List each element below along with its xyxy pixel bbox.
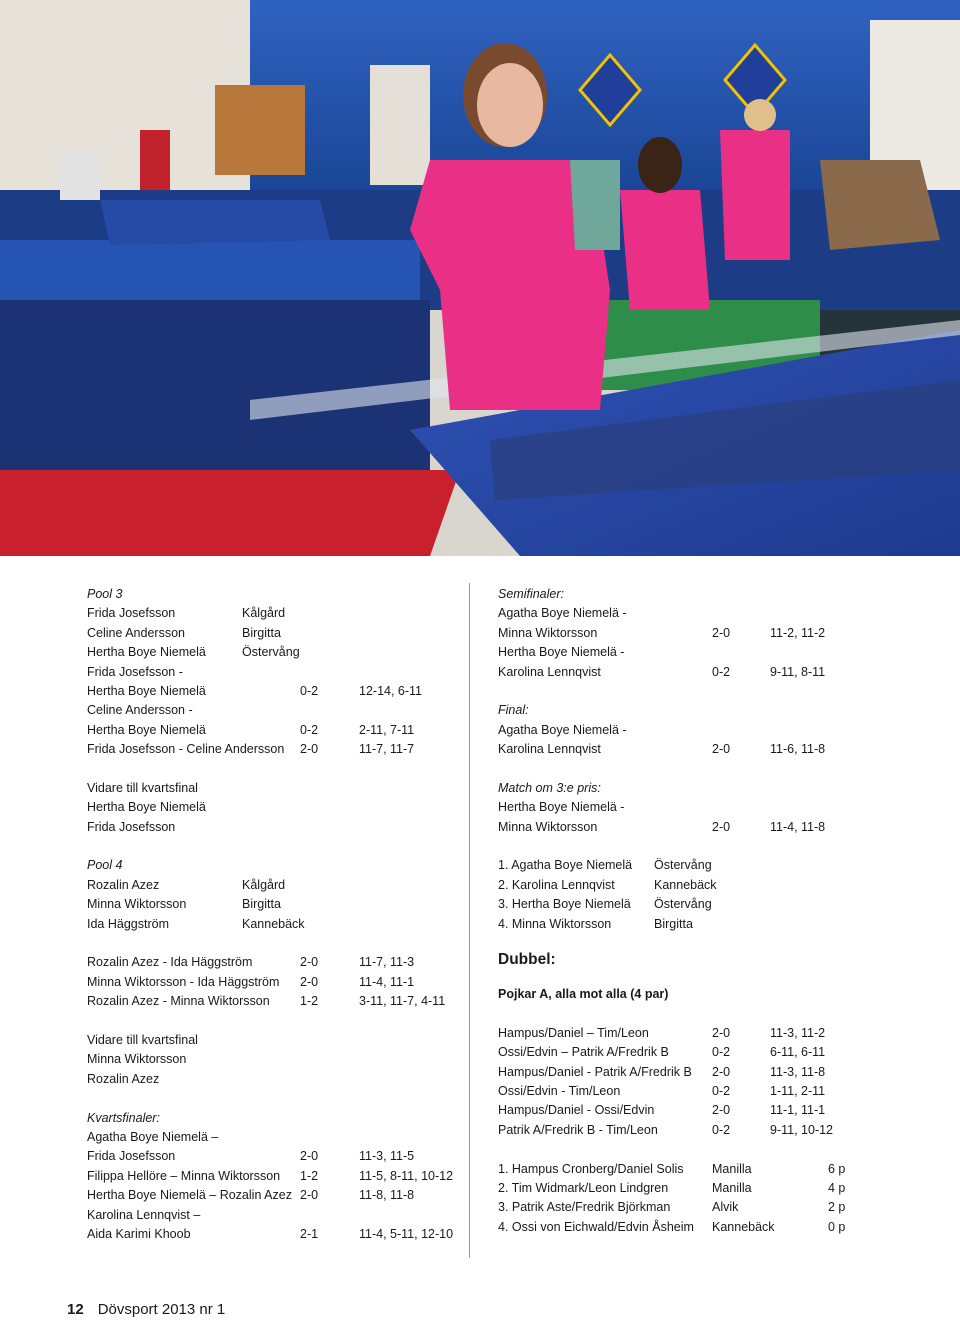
- pool4-match: Minna Wiktorsson - Ida Häggström 2-0 11-4, 11-1: [87, 974, 415, 989]
- third-match: Minna Wiktorsson 2-0 11-4, 11-8: [498, 819, 826, 834]
- doubles-match: Hampus/Daniel – Tim/Leon 2-0 11-3, 11-2: [498, 1025, 826, 1040]
- pool4-match: Rozalin Azez - Ida Häggström 2-0 11-7, 11-3: [87, 955, 415, 970]
- left-column: [87, 585, 457, 1244]
- doubles-match: Ossi/Edvin - Tim/Leon 0-2 1-11, 2-11: [498, 1083, 826, 1098]
- final-match: Karolina Lennqvist 2-0 11-6, 11-8: [498, 742, 826, 757]
- page-number: 12: [67, 1301, 84, 1318]
- publication-name: Dövsport 2013 nr 1: [97, 1301, 226, 1318]
- column-divider: [469, 583, 470, 1258]
- table-tennis-photo-icon: [0, 0, 960, 556]
- quarters-title: Kvartsfinaler:: [87, 1110, 160, 1125]
- pool4-player: Ida Häggström Kannebäck: [87, 916, 305, 931]
- semi-match: Minna Wiktorsson 2-0 11-2, 11-2: [498, 625, 826, 640]
- doubles-subtitle: Pojkar A, alla mot alla (4 par): [498, 987, 669, 1002]
- standing-row: 1. Agatha Boye Niemelä Östervång: [498, 858, 712, 873]
- pool3-match: Celine Andersson -: [87, 703, 193, 718]
- semis-title: Semifinaler:: [498, 587, 564, 601]
- doubles-result: 3. Patrik Aste/Fredrik Björkman Alvik 2 p: [498, 1200, 846, 1215]
- final-title: Final:: [498, 703, 529, 718]
- quarter-match: Frida Josefsson 2-0 11-3, 11-5: [87, 1149, 415, 1164]
- doubles-result: 2. Tim Widmark/Leon Lindgren Manilla 4 p: [498, 1180, 846, 1195]
- doubles-match: Hampus/Daniel - Ossi/Edvin 2-0 11-1, 11-1: [498, 1103, 826, 1118]
- third-title: Match om 3:e pris:: [498, 780, 601, 795]
- page-footer: [67, 1301, 225, 1318]
- quarter-match: Karolina Lennqvist –: [87, 1207, 201, 1222]
- standing-row: 4. Minna Wiktorsson Birgitta: [498, 916, 693, 931]
- doubles-match: Ossi/Edvin – Patrik A/Fredrik B 0-2 6-11, 6-11: [498, 1045, 826, 1060]
- header-photo: [0, 0, 960, 556]
- advance3-line: Vidare till kvartsfinal: [87, 780, 198, 795]
- pool3-player: Hertha Boye Niemelä Östervång: [87, 645, 300, 660]
- pool3-match: Frida Josefsson - Celine Andersson 2-0 11-7, 11-7: [87, 742, 415, 757]
- advance3-line: Frida Josefsson: [87, 819, 176, 834]
- advance4-line: Minna Wiktorsson: [87, 1052, 187, 1067]
- doubles-result: 1. Hampus Cronberg/Daniel Solis Manilla 6 p: [498, 1161, 846, 1176]
- quarter-match: Agatha Boye Niemelä –: [87, 1129, 219, 1144]
- pool4-match: Rozalin Azez - Minna Wiktorsson 1-2 3-11, 11-7, 4-11: [87, 994, 446, 1009]
- advance4-line: Vidare till kvartsfinal: [87, 1032, 198, 1047]
- pool3-match: Hertha Boye Niemelä 0-2 2-11, 7-11: [87, 722, 415, 737]
- advance3-line: Hertha Boye Niemelä: [87, 800, 206, 815]
- standing-row: 3. Hertha Boye Niemelä Östervång: [498, 897, 712, 912]
- pool3-match: Frida Josefsson -: [87, 664, 183, 679]
- standing-row: 2. Karolina Lennqvist Kannebäck: [498, 877, 717, 892]
- quarter-match: Hertha Boye Niemelä – Rozalin Azez 2-0 11-8, 11-8: [87, 1188, 415, 1203]
- advance4-line: Rozalin Azez: [87, 1071, 160, 1086]
- pool3-player: Frida Josefsson Kålgård: [87, 606, 286, 621]
- doubles-match: Hampus/Daniel - Patrik A/Fredrik B 2-0 11-3, 11-8: [498, 1064, 826, 1079]
- pool3-player: Celine Andersson Birgitta: [87, 625, 281, 640]
- quarter-match: Aida Karimi Khoob 2-1 11-4, 5-11, 12-10: [87, 1226, 454, 1241]
- doubles-result: 4. Ossi von Eichwald/Edvin Åsheim Kannebäck 0 p: [498, 1219, 846, 1234]
- semi-match: Karolina Lennqvist 0-2 9-11, 8-11: [498, 664, 826, 679]
- semi-match: Agatha Boye Niemelä -: [498, 606, 627, 621]
- quarter-match: Filippa Hellöre – Minna Wiktorsson 1-2 11-5, 8-11, 10-12: [87, 1168, 454, 1183]
- right-column: [498, 585, 878, 1237]
- doubles-title: Dubbel:: [498, 951, 556, 969]
- pool4-player: Minna Wiktorsson Birgitta: [87, 897, 281, 912]
- pool4-player: Rozalin Azez Kålgård: [87, 877, 286, 892]
- final-match: Agatha Boye Niemelä -: [498, 722, 627, 737]
- pool3-title: Pool 3: [87, 587, 123, 601]
- pool4-title: Pool 4: [87, 858, 123, 873]
- third-match: Hertha Boye Niemelä -: [498, 800, 625, 815]
- semi-match: Hertha Boye Niemelä -: [498, 645, 625, 660]
- doubles-match: Patrik A/Fredrik B - Tim/Leon 0-2 9-11, 10-12: [498, 1122, 834, 1137]
- pool3-match: Hertha Boye Niemelä 0-2 12-14, 6-11: [87, 683, 423, 698]
